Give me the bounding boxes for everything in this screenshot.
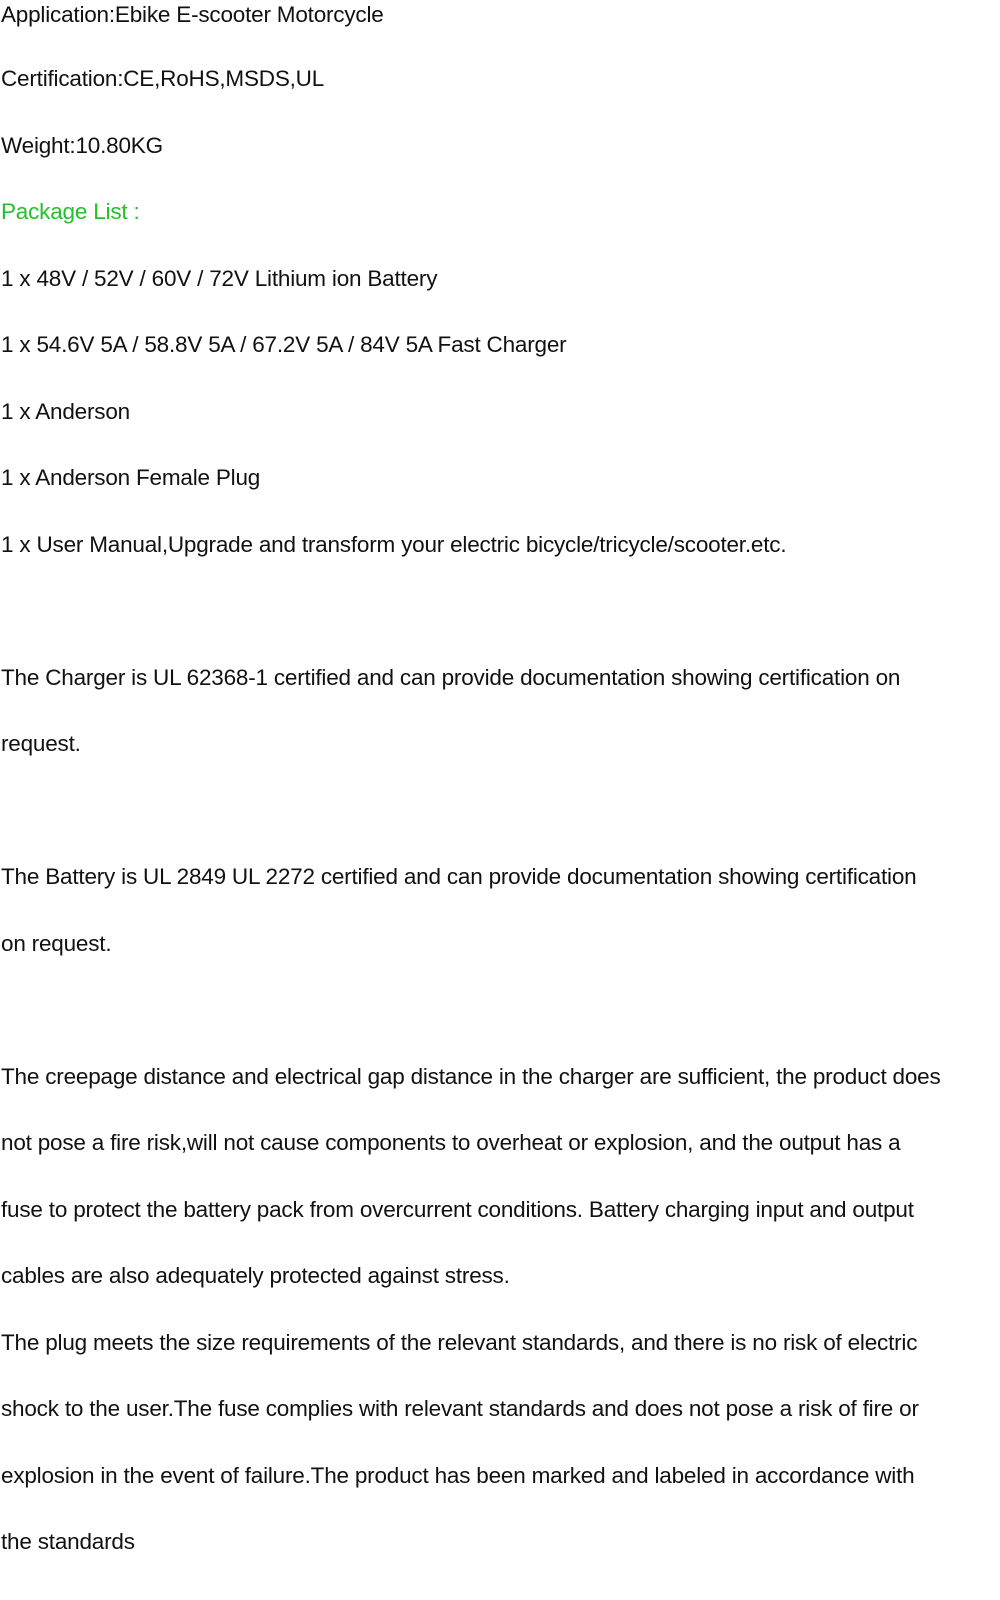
package-item-charger: 1 x 54.6V 5A / 58.8V 5A / 67.2V 5A / 84V 5A Fast Charger [1,332,567,357]
application-spec: Application:Ebike E-scooter Motorcycle [1,2,384,27]
charger-certification-text-cont: request. [1,731,81,756]
package-list-heading: Package List : [1,199,140,224]
package-item-anderson: 1 x Anderson [1,399,130,424]
package-item-battery: 1 x 48V / 52V / 60V / 72V Lithium ion Battery [1,266,438,291]
weight-spec: Weight:10.80KG [1,133,163,158]
plug-safety-line: shock to the user.The fuse complies with relevant standards and does not pose a risk of fire or [1,1396,919,1421]
package-item-anderson-female-plug: 1 x Anderson Female Plug [1,465,261,490]
safety-paragraph-line: The creepage distance and electrical gap distance in the charger are sufficient, the product does [1,1064,941,1089]
charger-certification-text: The Charger is UL 62368-1 certified and can provide documentation showing certification on [1,665,901,690]
safety-paragraph-line: cables are also adequately protected against stress. [1,1263,510,1288]
battery-certification-text: The Battery is UL 2849 UL 2272 certified and can provide documentation showing certification [1,864,917,889]
safety-paragraph-line: not pose a fire risk,will not cause components to overheat or explosion, and the output has a [1,1130,901,1155]
package-item-user-manual: 1 x User Manual,Upgrade and transform your electric bicycle/tricycle/scooter.etc. [1,532,787,557]
certification-spec: Certification:CE,RoHS,MSDS,UL [1,66,325,91]
plug-safety-line: explosion in the event of failure.The product has been marked and labeled in accordance with [1,1463,915,1488]
plug-safety-line: The plug meets the size requirements of the relevant standards, and there is no risk of electric [1,1330,918,1355]
safety-paragraph-line: fuse to protect the battery pack from overcurrent conditions. Battery charging input and output [1,1197,914,1222]
plug-safety-line: the standards [1,1529,135,1554]
battery-certification-text-cont: on request. [1,931,112,956]
